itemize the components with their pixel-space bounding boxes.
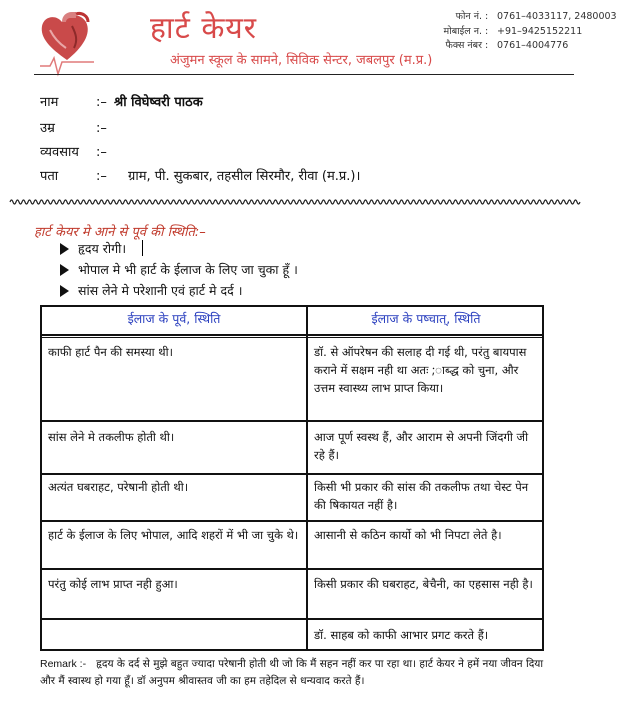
table-cell-before: हार्ट के ईलाज के लिए भोपाल, आदि शहरों में भी जा चुके थे। (48, 528, 299, 542)
patient-occupation-row: व्यवसाय :– (40, 145, 107, 160)
remark-paragraph (40, 656, 554, 689)
table-cell-before: सांस लेने मे तकलीफ होती थी। (48, 430, 175, 444)
letterhead-divider (34, 74, 574, 75)
table-divider (42, 618, 542, 620)
list-item: हृदय रोगी। (60, 240, 126, 257)
table-header-after: ईलाज के पष्चात्, स्थिति (371, 311, 481, 326)
table-divider (42, 568, 542, 570)
table-cell-after: डॉ. साहब को काफी आभार प्रगट करते हैं। (314, 628, 489, 642)
brand-title: हार्ट केयर (150, 11, 258, 46)
arrow-bullet-icon (60, 285, 69, 297)
contact-phone: फोन नं. : 0761–4033117, 2480003 (455, 11, 617, 22)
table-cell-before: परंतु कोई लाभ प्राप्त नही हुआ। (48, 577, 178, 591)
contact-block (420, 10, 617, 54)
table-cell-after: डॉ. से ऑपरेषन की सलाह दी गई थी, परंतु बायपास कराने में सक्षम नही था अतः ;ाब्द्ध को चुना, और उत्तम स्वास्थ्य लाभ प्राप्त किया। (314, 345, 527, 395)
patient-age-row: उम्र :– (40, 121, 107, 136)
table-divider (42, 473, 542, 475)
pre-admission-title: हार्ट केयर मे आने से पूर्व की स्थिति:– (34, 225, 206, 240)
table-header-before: ईलाज के पूर्व, स्थिति (127, 311, 221, 326)
text-cursor (142, 240, 143, 256)
table-cell-after: आसानी से कठिन कार्यो को भी निपटा लेते है। (314, 528, 502, 542)
remark-text: हृदय के दर्द से मुझे बहुत ज्यादा परेषानी होती थी जो कि मैं सहन नहीं कर पा रहा था। हार्ट केयर ने हमें नया जीवन दिया और मैं स्वास्थ हो गया हूँ। डॉ अनुपम श्रीवास्तव जी का हम तहेदिल से धन्यवाद करते हैं। (40, 658, 544, 687)
patient-address-row: पता :– ग्राम, पी. सुकबार, तहसील सिरमौर, रीवा (म.प्र.)। (40, 169, 361, 184)
remark-label: Remark :- (40, 658, 87, 670)
table-cell-after: किसी भी प्रकार की सांस की तकलीफ तथा चेस्ट पेन की षिकायत नहीं है। (314, 480, 529, 512)
letterhead-address: अंजुमन स्कूल के सामने, सिविक सेन्टर, जबलपुर (म.प्र.) (170, 53, 433, 68)
table-divider (42, 337, 542, 338)
table-cell-after: किसी प्रकार की घबराहट, बेचैनी, का एहसास नही है। (314, 577, 533, 591)
table-column-divider (306, 307, 308, 649)
table-divider (42, 420, 542, 422)
list-item: सांस लेने मे परेशानी एवं हार्ट मे दर्द । (60, 282, 242, 299)
table-cell-after: आज पूर्ण स्वस्थ हैं, और आराम से अपनी जिंदगी जी रहे हैं। (314, 430, 529, 462)
heart-logo-icon (32, 8, 102, 80)
arrow-bullet-icon (60, 264, 69, 276)
patient-name-row: नाम :– श्री विघेष्वरी पाठक (40, 95, 203, 110)
contact-mobile: मोबाईल न. : +91–9425152211 (443, 25, 583, 37)
table-cell-before: अत्यंत घबराहट, परेषानी होती थी। (48, 480, 189, 494)
list-item: भोपाल मे भी हार्ट के ईलाज के लिए जा चुका हूँ । (60, 261, 298, 278)
contact-fax: फैक्स नंबर : 0761–4004776 (445, 40, 569, 51)
table-divider (42, 334, 542, 336)
decorative-wave-divider (10, 198, 580, 206)
table-cell-before: काफी हार्ट पैन की समस्या थी। (48, 345, 173, 359)
arrow-bullet-icon (60, 243, 69, 255)
table-divider (42, 520, 542, 522)
